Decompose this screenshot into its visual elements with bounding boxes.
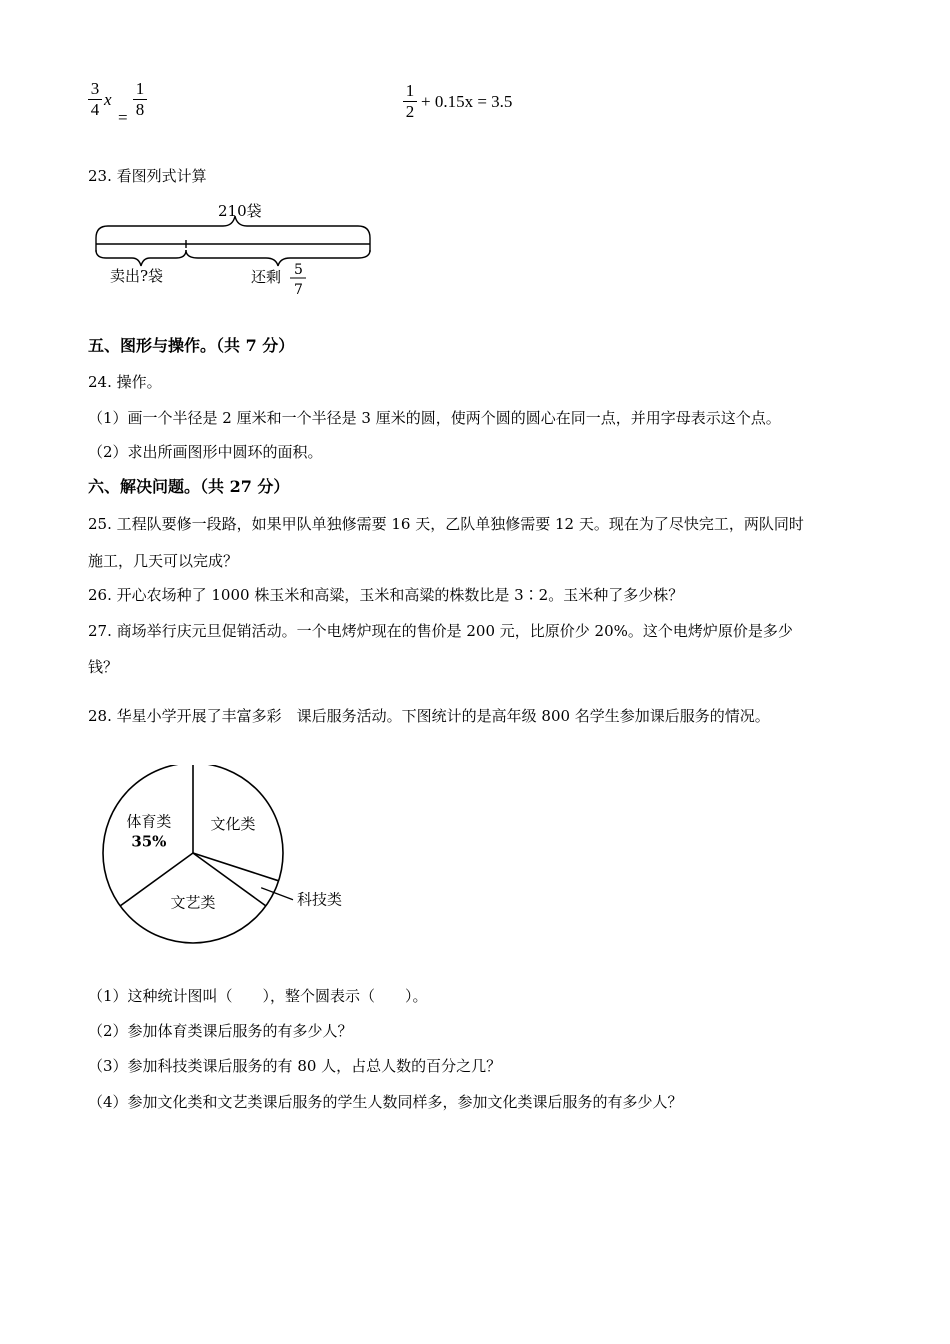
remain-frac-den: 7 [294,282,303,298]
pie-value-sports: 35% [131,832,167,851]
remain-frac-num: 5 [294,262,303,278]
pie-chart [95,765,365,945]
total-label: 210袋 [218,202,262,220]
pie-label-arts: 文艺类 [170,893,216,912]
q28-part-3: （3）参加科技类课后服务的有 80 人，占总人数的百分之几？ [88,1057,502,1075]
eq1-fraction-a: 3 4 [88,80,102,119]
q23-title: 23. 看图列式计算 [88,167,207,185]
q24-part-1: （1）画一个半径是 2 厘米和一个半径是 3 厘米的圆，使两个圆的圆心在同一点，并用字母表示这个点。 [88,409,781,427]
q28-part-2: （2）参加体育类课后服务的有多少人？ [88,1022,353,1040]
bottom-left-brace [96,250,186,266]
q23-diagram [88,196,388,308]
pie-chart-svg [95,765,365,945]
q25-line-2: 施工，几天可以完成？ [88,552,239,570]
eq1-equals: = [118,108,128,127]
section-5-heading: 五、图形与操作。（共 7 分） [88,336,295,355]
section-6-heading: 六、解决问题。（共 27 分） [88,477,290,496]
eq1-fraction-b: 1 8 [133,80,147,119]
pie-label-tech: 科技类 [297,890,343,909]
eq1-variable: x [104,90,112,109]
pie-label-sports: 体育类 [126,812,172,831]
bottom-right-brace [186,250,370,266]
q28-part-1: （1）这种统计图叫（ ），整个圆表示（ ）。 [88,987,428,1005]
eq2-fraction-a: 1 2 [403,82,417,121]
sold-label: 卖出?袋 [110,267,164,285]
q27-line-2: 钱？ [88,658,119,676]
q28: 28. 华星小学开展了丰富多彩 课后服务活动。下图统计的是高年级 800 名学生参加课后服务的情况。 [88,707,770,725]
q25-line-1: 25. 工程队要修一段路，如果甲队单独修需要 16 天，乙队单独修需要 12 天。现在为了尽快完工，两队同时 [88,515,804,533]
q24-title: 24. 操作。 [88,373,162,391]
eq2-expression: + 0.15x = 3.5 [421,92,513,111]
q28-part-4: （4）参加文化类和文艺类课后服务的学生人数同样多，参加文化类课后服务的有多少人？ [88,1093,683,1111]
q24-part-2: （2）求出所画图形中圆环的面积。 [88,443,323,461]
q26: 26. 开心农场种了 1000 株玉米和高粱，玉米和高粱的株数比是 3∶2。玉米种了多少株？ [88,586,684,604]
pie-label-culture: 文化类 [210,814,256,833]
remain-label: 还剩 [251,268,282,286]
brace-diagram [88,196,388,308]
q27-line-1: 27. 商场举行庆元旦促销活动。一个电烤炉现在的售价是 200 元，比原价少 20%。这个电烤炉原价是多少 [88,622,793,640]
